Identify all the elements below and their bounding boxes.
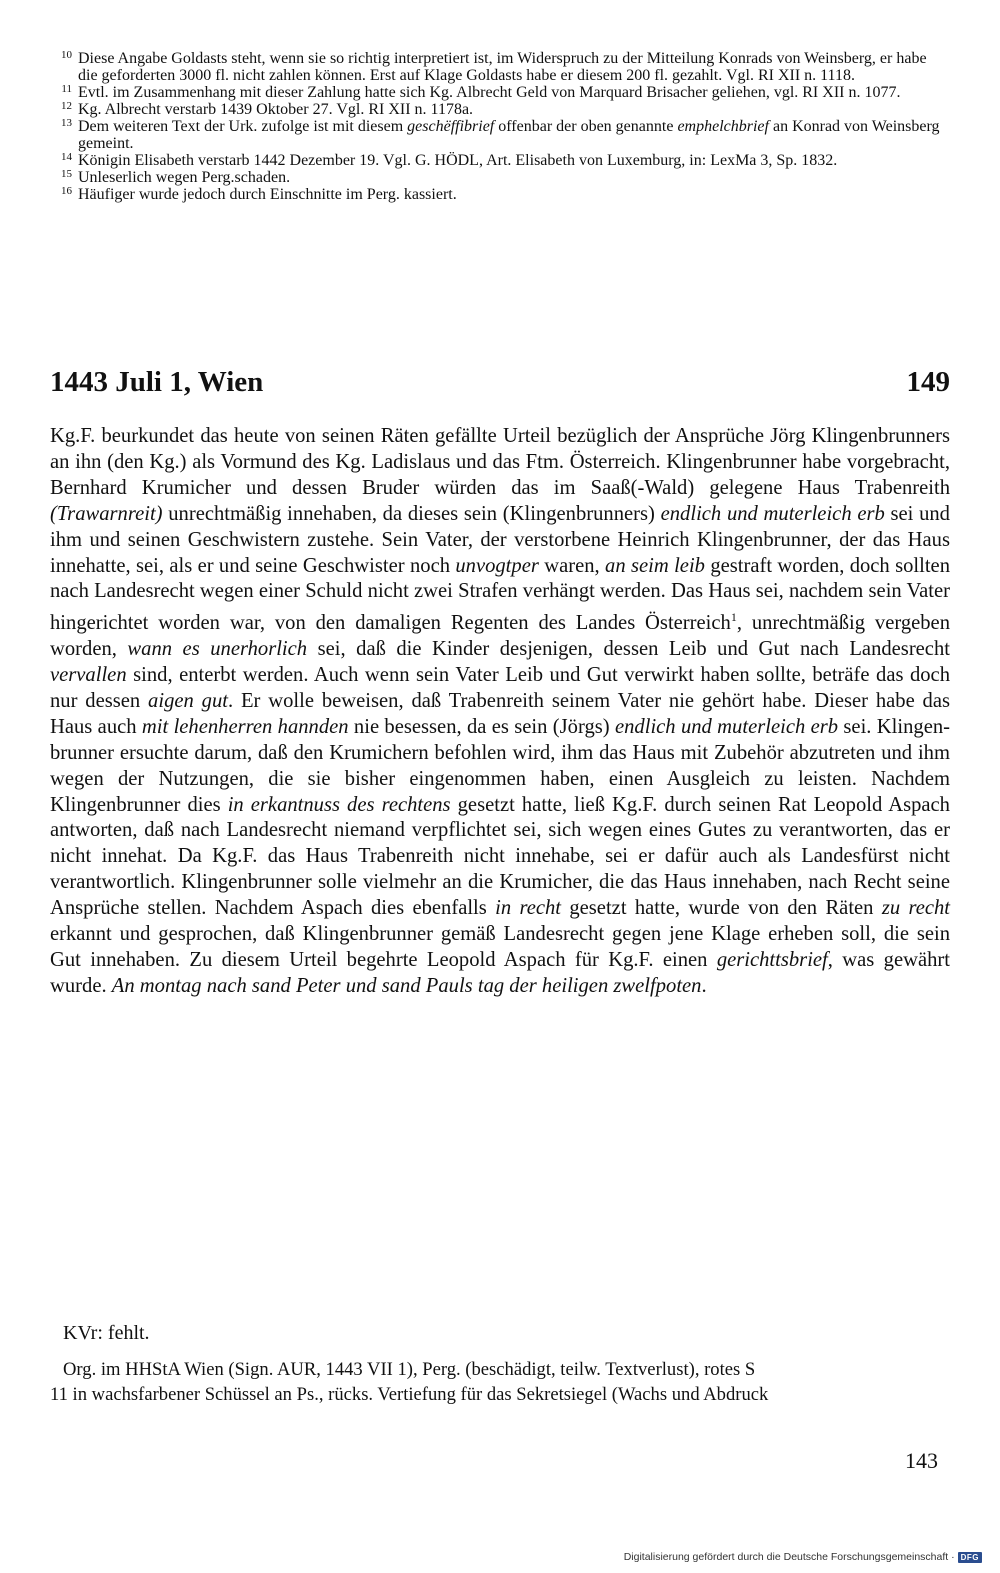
entry-heading (50, 364, 950, 400)
footnote-text: Unleserlich wegen Perg.schaden. (78, 169, 291, 186)
digitization-footer (624, 1551, 982, 1563)
footnotes (50, 50, 950, 203)
original-description (50, 1357, 950, 1407)
footnote (50, 101, 950, 118)
footnote-number: 13 (61, 117, 72, 129)
footnote-text: Häufiger wurde jedoch durch Einschnitte im Perg. kassiert. (78, 186, 457, 203)
footnote-text: Dem weiteren Text der Urk. zufolge ist mit diesem geschëffibrief offenbar der oben genannte emphelchbrief an Konrad von Weinsberg gemeint. (78, 118, 940, 152)
footnote-number: 11 (61, 83, 72, 95)
footnote-text: Diese Angabe Goldasts steht, wenn sie so richtig interpretiert ist, im Widerspruch zu der Mitteilung Konrads von Weinsberg, er habe die geforderten 3000 fl. nicht zahlen können. Erst auf Klage Goldasts habe er diesem 200 fl. gezahlt. Vgl. RI XII n. 1118. (78, 50, 927, 84)
footnote (50, 152, 950, 169)
footnote-text: Evtl. im Zusammenhang mit dieser Zahlung hatte sich Kg. Albrecht Geld von Marquard Brisacher geliehen, vgl. RI XII n. 1077. (78, 84, 901, 101)
footnote (50, 169, 950, 186)
entry-number: 149 (906, 366, 950, 398)
footnote (50, 118, 950, 152)
entry-body: Kg.F. beurkundet das heute von seinen Räten gefällte Urteil bezüglich der Ansprüche Jörg Klingenbrunners an ihn (den Kg.) als Vormund des Kg. Ladislaus und das Ftm. Österreich. Klingenbrunner habe vorgebracht, Bernhard Krumicher und dessen Bruder würden das im Saaß(-Wald) gelegene Haus Trabenreith (Trawarnreit) unrechtmäßig innehaben, da dieses sein (Klingenbrunners) endlich und muterleich erb sei und ihm und seinen Geschwistern zustehe. Sein Vater, der verstorbene Heinrich Klingenbrunner, der das Haus innehatte, sei, als er und seine Geschwister noch unvogtper waren, an seim leib gestraft worden, doch sollten nach Landesrecht wegen einer Schuld nicht zwei Strafen verhängt werden. Das Haus sei, nachdem sein Vater hingerichtet worden war, von den damaligen Regenten des Landes Österreich$^1$, unrechtmäßig vergeben worden, wann es unerhorlich sei, daß die Kinder desjenigen, dessen Leib und Gut nach Landesrecht vervallen sind, enterbt werden. Auch wenn sein Vater Leib und Gut verwirkt haben sollte, beträfe das doch nur dessen aigen gut. Er wolle beweisen, daß Trabenreith seinem Vater nie gehört habe. Dieser habe das Haus auch mit lehenherren hannden nie besessen, da es sein (Jörgs) endlich und muterleich erb sei. Klingenbrunner ersuchte darum, daß den Krumichern befohlen wird, ihm das Haus mit Zubehör abzutreten und ihm wegen der Nutzungen, die sie bisher eingenommen haben, einen Ausgleich zu leisten. Nachdem Klingenbrunner dies in erkantnuss des rechtens gesetzt hatte, ließ Kg.F. durch seinen Rat Leopold Aspach antworten, daß nach Landesrecht niemand verpflichtet sei, sich wegen eines Gutes zu verantworten, das er nicht innehat. Da Kg.F. das Haus Trabenreith nicht innehabe, sei er dafür auch als Landesfürst nicht verantwortlich. Klingenbrunner solle vielmehr an die Krumicher, die das Haus innehaben, nach Recht seine Ansprüche stellen. Nachdem Aspach dies ebenfalls in recht gesetzt hatte, wurde von den Räten zu recht erkannt und gesprochen, daß Klingenbrunner gemäß Landesrecht gegen jene Klage erheben soll, die sein Gut innehaben. Zu diesem Urteil begehrte Leopold Aspach für Kg.F. einen gerichttsbrief, was gewährt wurde. An montag nach sand Peter und sand Pauls tag der heiligen zwelfpoten. (50, 425, 951, 997)
footnote (50, 186, 950, 203)
footnote-number: 14 (61, 151, 72, 163)
footnote (50, 84, 950, 101)
kvr-note: KVr: fehlt. (63, 1322, 150, 1344)
entry-date-place: 1443 Juli 1, Wien (50, 366, 264, 398)
original-line: 11 in wachsfarbener Schüssel an Ps., rücks. Vertiefung für das Sekretsiegel (Wachs und Abdruck (50, 1384, 769, 1405)
footnote (50, 50, 950, 84)
footnote-number: 10 (61, 49, 72, 61)
footnote-number: 16 (61, 185, 72, 197)
italic-term: geschëffibrief (407, 118, 495, 135)
footnote-text: Kg. Albrecht verstarb 1439 Oktober 27. Vgl. RI XII n. 1178a. (78, 101, 474, 118)
page-number: 143 (905, 1448, 938, 1473)
dfg-logo: DFG (958, 1552, 982, 1563)
footer-text: Digitalisierung gefördert durch die Deutsche Forschungsgemeinschaft · (623, 1551, 955, 1563)
italic-term: emphelchbrief (677, 118, 769, 135)
original-line: Org. im HHStA Wien (Sign. AUR, 1443 VII 1), Perg. (beschädigt, teilw. Textverlust), rotes S (63, 1359, 756, 1380)
footnote-number: 12 (61, 100, 72, 112)
footnote-ref: 1 (730, 610, 737, 625)
footnote-text: Königin Elisabeth verstarb 1442 Dezember 19. Vgl. G. HÖDL, Art. Elisabeth von Luxemburg, in: LexMa 3, Sp. 1832. (78, 152, 838, 169)
footnote-number: 15 (61, 168, 72, 180)
